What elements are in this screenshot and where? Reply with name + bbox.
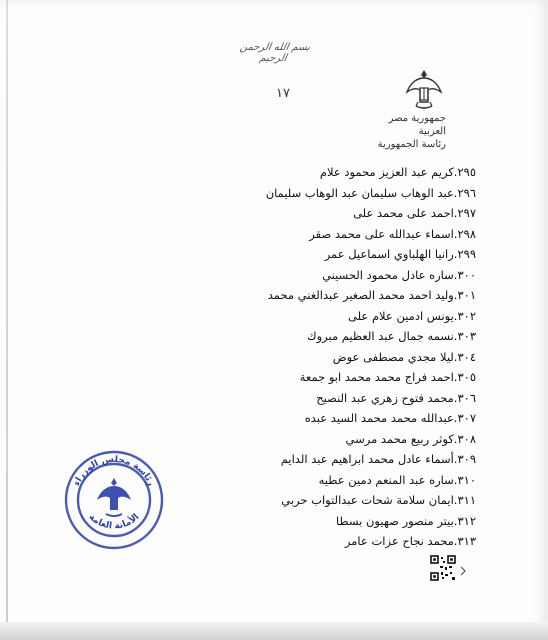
names-list xyxy=(265,162,476,552)
list-item: ٣١٢.بيتر منصور صهيون بسطا xyxy=(335,513,476,528)
page-number: ١٧ xyxy=(276,86,290,101)
eagle-emblem-icon xyxy=(404,66,444,114)
official-stamp-icon xyxy=(62,448,166,552)
stamp-bottom-text: الأمانة العامة xyxy=(86,512,142,532)
page-edge xyxy=(6,0,8,640)
basmala-header: بسم الله الرحمن الرحيم xyxy=(238,42,312,64)
margin-mark-icon xyxy=(460,566,466,576)
qr-code-icon xyxy=(430,555,456,581)
list-item: ٢٩٦.عبد الوهاب سليمان عبد الوهاب سليمان xyxy=(265,185,476,200)
list-item: ٣٠٣.نسمه جمال عبد العظيم مبروك xyxy=(307,329,476,343)
presidency-line: رئاسة الجمهورية xyxy=(377,139,446,150)
list-item: ٣٠٢.يونس ادمين علام على xyxy=(348,308,476,323)
list-item: ٢٩٧.احمد على محمد على xyxy=(353,206,476,220)
list-item: ٢٩٥.كريم عبد العزيز محمود علام xyxy=(319,165,476,179)
page-bottom-edge xyxy=(0,622,548,640)
list-item: ٢٩٩.رانيا الهلباوي اسماعيل عمر xyxy=(324,247,476,261)
republic-line: جمهورية مصر العربية xyxy=(388,113,446,137)
list-item: ٣٠٩.أسماء عادل محمد ابراهيم عبد الدايم xyxy=(280,452,476,466)
letterhead xyxy=(360,112,446,151)
list-item: ٣١٣.محمد نجاح عزات عامر xyxy=(344,534,476,548)
list-item: ٣٠٥.احمد فراج محمد محمد ابو جمعة xyxy=(299,370,476,384)
list-item: ٣٠٦.محمد فتوح زهري عبد النصيح xyxy=(316,390,476,405)
list-item: ٣٠٨.كوثر ربيع محمد مرسي xyxy=(345,431,476,446)
stamp-top-text: رئاسة مجلس الوزراء xyxy=(72,454,156,488)
list-item: ٣٠٠.ساره عادل محمود الحسيني xyxy=(322,267,476,282)
list-item: ٣٠٧.عبدالله محمد محمد السيد عبده xyxy=(304,411,476,425)
list-item: ٣١٠.ساره عبد المنعم دمين عطيه xyxy=(318,472,476,487)
list-item: ٢٩٨.اسماء عبدالله على محمد صقر xyxy=(309,226,476,241)
list-item: ٣١١.ايمان سلامة شحات عبدالتواب حربي xyxy=(281,493,476,507)
list-item: ٣٠١.وليد احمد محمد الصغير عبدالغني محمد xyxy=(267,288,476,302)
list-item: ٣٠٤.ليلا مجدي مصطفى عوض xyxy=(332,349,476,364)
